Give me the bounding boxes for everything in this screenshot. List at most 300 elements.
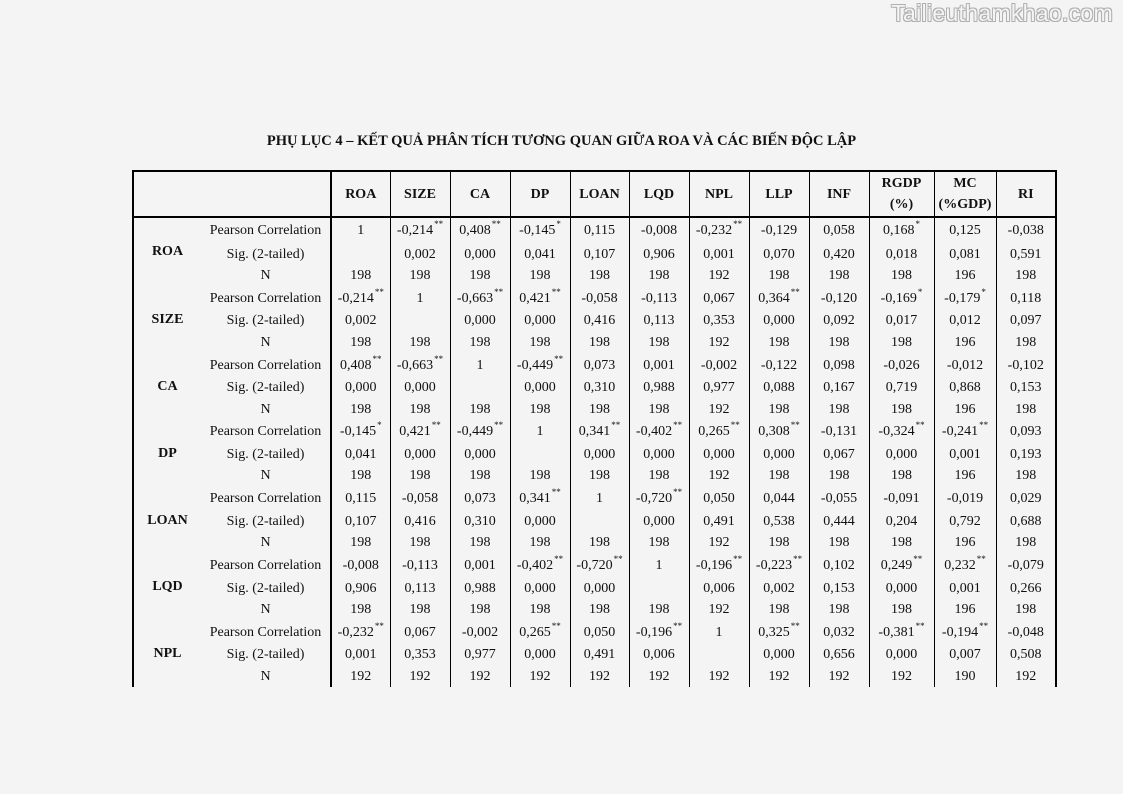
table-cell xyxy=(869,378,934,399)
table-cell xyxy=(749,332,809,353)
cell-value: 198 xyxy=(1015,401,1037,417)
cell-value: 198 xyxy=(648,601,670,617)
table-cell xyxy=(749,399,809,420)
table-cell xyxy=(390,533,450,554)
table-cell xyxy=(809,645,869,666)
table-cell xyxy=(390,599,450,620)
cell-value: -0,402 xyxy=(516,557,554,573)
significance-marker: * xyxy=(917,286,923,297)
cell-value: 0,000 xyxy=(885,580,918,596)
significance-marker: * xyxy=(556,219,561,229)
cell-value: 0,000 xyxy=(583,580,616,596)
table-row xyxy=(133,332,1056,353)
table-cell xyxy=(809,621,869,645)
cell-value: -0,113 xyxy=(402,557,438,573)
cell-value: 0,113 xyxy=(404,580,436,596)
table-cell xyxy=(510,420,570,444)
cell-value: 198 xyxy=(350,468,372,484)
table-cell xyxy=(331,311,390,332)
cell-value: 198 xyxy=(648,468,670,484)
significance-marker: ** xyxy=(374,286,384,297)
table-cell xyxy=(450,399,510,420)
table-cell xyxy=(689,378,749,399)
cell-value: 198 xyxy=(469,334,491,350)
cell-value: -0,038 xyxy=(1007,223,1044,238)
table-cell xyxy=(510,599,570,620)
cell-value: 0,325 xyxy=(758,624,790,640)
table-cell xyxy=(331,244,390,265)
table-row xyxy=(133,533,1056,554)
table-cell xyxy=(450,244,510,265)
cell-value: -0,241 xyxy=(941,424,979,440)
significance-marker: * xyxy=(981,286,986,297)
table-cell xyxy=(934,420,996,444)
cell-value: 198 xyxy=(828,401,850,417)
cell-value: 0,001 xyxy=(464,557,496,573)
cell-value: 0,001 xyxy=(643,357,675,373)
table-cell xyxy=(629,378,689,399)
table-cell xyxy=(689,599,749,620)
cell-value: 0,115 xyxy=(345,491,377,507)
table-cell xyxy=(570,354,629,378)
column-header-label: NPL xyxy=(705,186,733,202)
row-variable-label: CA xyxy=(133,354,201,421)
significance-marker: ** xyxy=(673,620,683,631)
table-cell xyxy=(331,378,390,399)
cell-value: -0,720 xyxy=(576,557,613,573)
table-cell xyxy=(570,578,629,599)
cell-value: 0,688 xyxy=(1010,513,1042,529)
table-cell xyxy=(809,666,869,687)
row-statistic-label: Sig. (2-tailed) xyxy=(201,311,331,332)
table-cell xyxy=(689,621,749,645)
cell-value: 198 xyxy=(828,535,850,551)
table-row xyxy=(133,466,1056,487)
cell-value: -0,079 xyxy=(1007,557,1044,573)
significance-marker: ** xyxy=(554,553,564,564)
cell-value: 198 xyxy=(350,601,372,617)
column-header xyxy=(934,171,996,217)
cell-value: 0,092 xyxy=(823,313,855,329)
cell-value: 192 xyxy=(529,668,551,684)
cell-value: 0,000 xyxy=(464,313,496,329)
table-cell xyxy=(809,378,869,399)
table-cell xyxy=(809,354,869,378)
table-cell xyxy=(331,645,390,666)
table-row xyxy=(133,511,1056,532)
table-cell xyxy=(510,554,570,578)
significance-marker: ** xyxy=(494,420,504,431)
table-cell xyxy=(689,444,749,465)
cell-value: 0,491 xyxy=(583,647,616,663)
cell-value: 0,000 xyxy=(763,447,795,463)
cell-value: 198 xyxy=(768,401,790,417)
cell-value: -0,113 xyxy=(641,290,677,306)
table-cell xyxy=(996,645,1056,666)
table-cell xyxy=(809,217,869,244)
table-cell xyxy=(331,533,390,554)
cell-value: 0,058 xyxy=(823,223,855,238)
cell-value: 0,421 xyxy=(399,424,431,440)
table-cell xyxy=(390,265,450,286)
table-cell xyxy=(450,666,510,687)
table-cell xyxy=(869,666,934,687)
cell-value: -0,169 xyxy=(880,290,917,306)
table-cell xyxy=(570,378,629,399)
table-cell xyxy=(629,399,689,420)
cell-value: -0,194 xyxy=(941,624,979,640)
cell-value: 0,067 xyxy=(703,290,735,306)
cell-value: -0,120 xyxy=(820,290,858,306)
row-statistic-label: Pearson Correlation xyxy=(201,217,331,244)
cell-value: 0,153 xyxy=(1010,380,1042,396)
table-cell xyxy=(869,645,934,666)
table-cell xyxy=(629,354,689,378)
table-cell xyxy=(450,265,510,286)
table-cell xyxy=(331,265,390,286)
cell-value: 0,000 xyxy=(763,647,795,663)
table-cell xyxy=(996,578,1056,599)
cell-value: 0,906 xyxy=(345,580,377,596)
cell-value: 1 xyxy=(476,357,484,373)
cell-value: 196 xyxy=(954,601,976,617)
table-cell xyxy=(809,511,869,532)
table-cell xyxy=(869,533,934,554)
cell-value: 0,656 xyxy=(823,647,855,663)
row-variable-label: ROA xyxy=(133,217,201,287)
cell-value: -0,129 xyxy=(760,223,798,238)
cell-value: 0,341 xyxy=(519,491,551,507)
significance-marker: ** xyxy=(976,553,986,564)
table-cell xyxy=(629,466,689,487)
cell-value: 190 xyxy=(954,668,976,684)
page-title: PHỤ LỤC 4 – KẾT QUẢ PHÂN TÍCH TƯƠNG QUAN GIỮA ROA VÀ CÁC BIẾN ĐỘC LẬP xyxy=(266,133,857,149)
table-cell xyxy=(869,466,934,487)
cell-value: -0,131 xyxy=(820,424,858,440)
cell-value: 0,006 xyxy=(703,580,735,596)
row-statistic-label: Sig. (2-tailed) xyxy=(201,645,331,666)
column-header xyxy=(390,171,450,217)
cell-value: 0,591 xyxy=(1010,246,1042,262)
significance-marker: ** xyxy=(431,420,441,431)
table-cell xyxy=(996,621,1056,645)
column-header-label: (%) xyxy=(889,197,914,212)
table-cell xyxy=(749,466,809,487)
table-cell xyxy=(510,666,570,687)
table-cell xyxy=(331,444,390,465)
table-cell xyxy=(570,287,629,311)
cell-value: 196 xyxy=(954,535,976,551)
cell-value: 0,032 xyxy=(823,624,855,640)
table-cell xyxy=(570,244,629,265)
cell-value: 192 xyxy=(1015,668,1037,684)
table-cell xyxy=(809,265,869,286)
cell-value: 0,719 xyxy=(885,380,918,396)
table-cell xyxy=(934,554,996,578)
cell-value: 198 xyxy=(469,535,491,551)
column-header-label: (%GDP) xyxy=(938,197,992,212)
cell-value: 0,029 xyxy=(1010,491,1042,507)
cell-value: 0,421 xyxy=(519,290,551,306)
cell-value: 198 xyxy=(828,268,850,284)
table-cell xyxy=(570,265,629,286)
cell-value: 0,000 xyxy=(464,246,496,262)
table-cell xyxy=(510,444,570,465)
table-cell xyxy=(749,554,809,578)
table-row xyxy=(133,599,1056,620)
table-cell xyxy=(689,420,749,444)
cell-value: 198 xyxy=(529,601,551,617)
table-cell xyxy=(689,332,749,353)
cell-value: 0,000 xyxy=(404,447,436,463)
table-cell xyxy=(996,511,1056,532)
cell-value: 198 xyxy=(891,468,912,484)
cell-value: 0,041 xyxy=(345,447,377,463)
table-cell xyxy=(390,311,450,332)
table-cell xyxy=(510,378,570,399)
cell-value: 198 xyxy=(768,468,790,484)
header-corner-cell xyxy=(133,171,331,217)
table-cell xyxy=(331,354,390,378)
cell-value: 198 xyxy=(828,601,850,617)
table-cell xyxy=(390,645,450,666)
cell-value: 0,115 xyxy=(584,223,615,238)
cell-value: 192 xyxy=(708,668,730,684)
table-cell xyxy=(749,487,809,511)
cell-value: -0,196 xyxy=(695,557,733,573)
table-row xyxy=(133,287,1056,311)
table-cell xyxy=(934,399,996,420)
table-cell xyxy=(510,487,570,511)
table-cell xyxy=(934,487,996,511)
table-cell xyxy=(934,578,996,599)
table-cell xyxy=(934,244,996,265)
significance-marker: ** xyxy=(374,620,384,631)
table-cell xyxy=(809,332,869,353)
table-cell xyxy=(869,420,934,444)
cell-value: 0,266 xyxy=(1010,580,1042,596)
cell-value: 198 xyxy=(768,535,790,551)
table-cell xyxy=(749,444,809,465)
table-cell xyxy=(689,466,749,487)
cell-value: -0,196 xyxy=(635,624,673,640)
cell-value: 198 xyxy=(469,601,491,617)
cell-value: 0,073 xyxy=(583,357,616,373)
table-cell xyxy=(934,466,996,487)
row-statistic-label: Sig. (2-tailed) xyxy=(201,244,331,265)
cell-value: 192 xyxy=(409,668,431,684)
row-statistic-label: N xyxy=(201,599,331,620)
table-cell xyxy=(934,666,996,687)
cell-value: 0,125 xyxy=(949,223,981,238)
table-cell xyxy=(510,287,570,311)
significance-marker: * xyxy=(377,420,382,431)
table-row xyxy=(133,399,1056,420)
table-cell xyxy=(689,645,749,666)
table-cell xyxy=(689,511,749,532)
table-cell xyxy=(996,378,1056,399)
cell-value: 192 xyxy=(768,668,790,684)
table-cell xyxy=(749,645,809,666)
table-row xyxy=(133,621,1056,645)
table-cell xyxy=(809,311,869,332)
table-cell xyxy=(390,511,450,532)
cell-value: 198 xyxy=(589,334,610,350)
cell-value: 0,000 xyxy=(524,380,556,396)
watermark-text: Tailieuthamkhao.com xyxy=(891,0,1113,26)
cell-value: -0,324 xyxy=(878,424,915,440)
table-cell xyxy=(809,554,869,578)
cell-value: 0,000 xyxy=(524,313,556,329)
table-row xyxy=(133,420,1056,444)
cell-value: -0,026 xyxy=(883,357,920,373)
cell-value: 198 xyxy=(409,268,431,284)
table-cell xyxy=(869,578,934,599)
column-header xyxy=(450,171,510,217)
row-statistic-label: N xyxy=(201,666,331,687)
table-cell xyxy=(450,354,510,378)
cell-value: 192 xyxy=(648,668,670,684)
cell-value: 0,067 xyxy=(404,624,436,640)
table-cell xyxy=(331,511,390,532)
table-cell xyxy=(331,399,390,420)
table-cell xyxy=(749,311,809,332)
cell-value: 198 xyxy=(350,334,372,350)
cell-value: 0,906 xyxy=(643,246,675,262)
table-cell xyxy=(450,287,510,311)
cell-value: 0,118 xyxy=(1010,290,1042,306)
cell-value: 0,491 xyxy=(703,513,735,529)
cell-value: 196 xyxy=(954,334,976,350)
cell-value: 0,041 xyxy=(524,246,556,262)
table-cell xyxy=(450,466,510,487)
significance-marker: ** xyxy=(733,553,743,564)
row-statistic-label: Pearson Correlation xyxy=(201,420,331,444)
table-cell xyxy=(934,217,996,244)
cell-value: 198 xyxy=(648,535,670,551)
cell-value: 0,408 xyxy=(459,223,491,238)
column-header xyxy=(749,171,809,217)
table-cell xyxy=(450,332,510,353)
table-cell xyxy=(869,599,934,620)
cell-value: 1 xyxy=(715,624,723,640)
table-cell xyxy=(809,444,869,465)
significance-marker: ** xyxy=(613,553,623,564)
cell-value: 192 xyxy=(708,468,730,484)
cell-value: 0,000 xyxy=(643,447,675,463)
cell-value: 0,193 xyxy=(1010,447,1042,463)
cell-value: 198 xyxy=(648,401,670,417)
table-cell xyxy=(689,287,749,311)
cell-value: -0,449 xyxy=(456,424,494,440)
row-statistic-label: N xyxy=(201,332,331,353)
cell-value: 0,868 xyxy=(949,380,981,396)
table-cell xyxy=(331,487,390,511)
table-cell xyxy=(570,399,629,420)
table-cell xyxy=(689,666,749,687)
column-header xyxy=(689,171,749,217)
cell-value: 0,249 xyxy=(880,557,913,573)
cell-value: 198 xyxy=(1015,268,1037,284)
table-cell xyxy=(996,332,1056,353)
table-cell xyxy=(869,332,934,353)
table-cell xyxy=(749,420,809,444)
table-cell xyxy=(570,332,629,353)
cell-value: 0,002 xyxy=(345,313,377,329)
cell-value: 0,073 xyxy=(464,491,496,507)
table-cell xyxy=(331,217,390,244)
cell-value: 192 xyxy=(708,601,730,617)
table-cell xyxy=(809,533,869,554)
cell-value: 198 xyxy=(589,468,610,484)
table-cell xyxy=(934,533,996,554)
table-cell xyxy=(869,311,934,332)
cell-value: 0,988 xyxy=(464,580,496,596)
cell-value: -0,402 xyxy=(635,424,673,440)
cell-value: 192 xyxy=(589,668,610,684)
cell-value: 0,000 xyxy=(524,647,556,663)
cell-value: 198 xyxy=(828,468,850,484)
table-cell xyxy=(749,354,809,378)
cell-value: 0,007 xyxy=(949,647,981,663)
table-cell xyxy=(869,444,934,465)
cell-value: 198 xyxy=(350,535,372,551)
row-variable-label: DP xyxy=(133,420,201,487)
cell-value: 0,018 xyxy=(885,246,918,262)
table-cell xyxy=(450,578,510,599)
table-cell xyxy=(629,311,689,332)
table-cell xyxy=(749,533,809,554)
column-header xyxy=(331,171,390,217)
cell-value: 0,977 xyxy=(464,647,496,663)
table-cell xyxy=(450,420,510,444)
row-variable-label: LQD xyxy=(133,554,201,621)
cell-value: 0,097 xyxy=(1010,313,1042,329)
cell-value: 198 xyxy=(648,334,670,350)
cell-value: 192 xyxy=(469,668,491,684)
table-row xyxy=(133,311,1056,332)
cell-value: 198 xyxy=(891,334,912,350)
table-cell xyxy=(934,599,996,620)
cell-value: 198 xyxy=(891,268,912,284)
cell-value: -0,002 xyxy=(700,357,738,373)
column-header-label: LQD xyxy=(643,186,675,202)
cell-value: 192 xyxy=(350,668,372,684)
cell-value: 196 xyxy=(954,401,976,417)
table-cell xyxy=(629,511,689,532)
cell-value: 198 xyxy=(1015,334,1037,350)
cell-value: -0,145 xyxy=(519,223,556,238)
table-cell xyxy=(390,399,450,420)
table-cell xyxy=(689,399,749,420)
table-cell xyxy=(450,621,510,645)
table-cell xyxy=(331,599,390,620)
table-cell xyxy=(570,466,629,487)
table-cell xyxy=(749,666,809,687)
significance-marker: ** xyxy=(494,286,504,297)
significance-marker: ** xyxy=(790,420,800,431)
table-cell xyxy=(570,621,629,645)
table-row xyxy=(133,217,1056,244)
table-cell xyxy=(450,533,510,554)
cell-value: 1 xyxy=(596,491,603,507)
cell-value: 198 xyxy=(891,601,912,617)
column-header xyxy=(809,171,869,217)
table-cell xyxy=(570,666,629,687)
significance-marker: ** xyxy=(790,286,800,297)
significance-marker: ** xyxy=(491,219,501,229)
table-cell xyxy=(689,311,749,332)
